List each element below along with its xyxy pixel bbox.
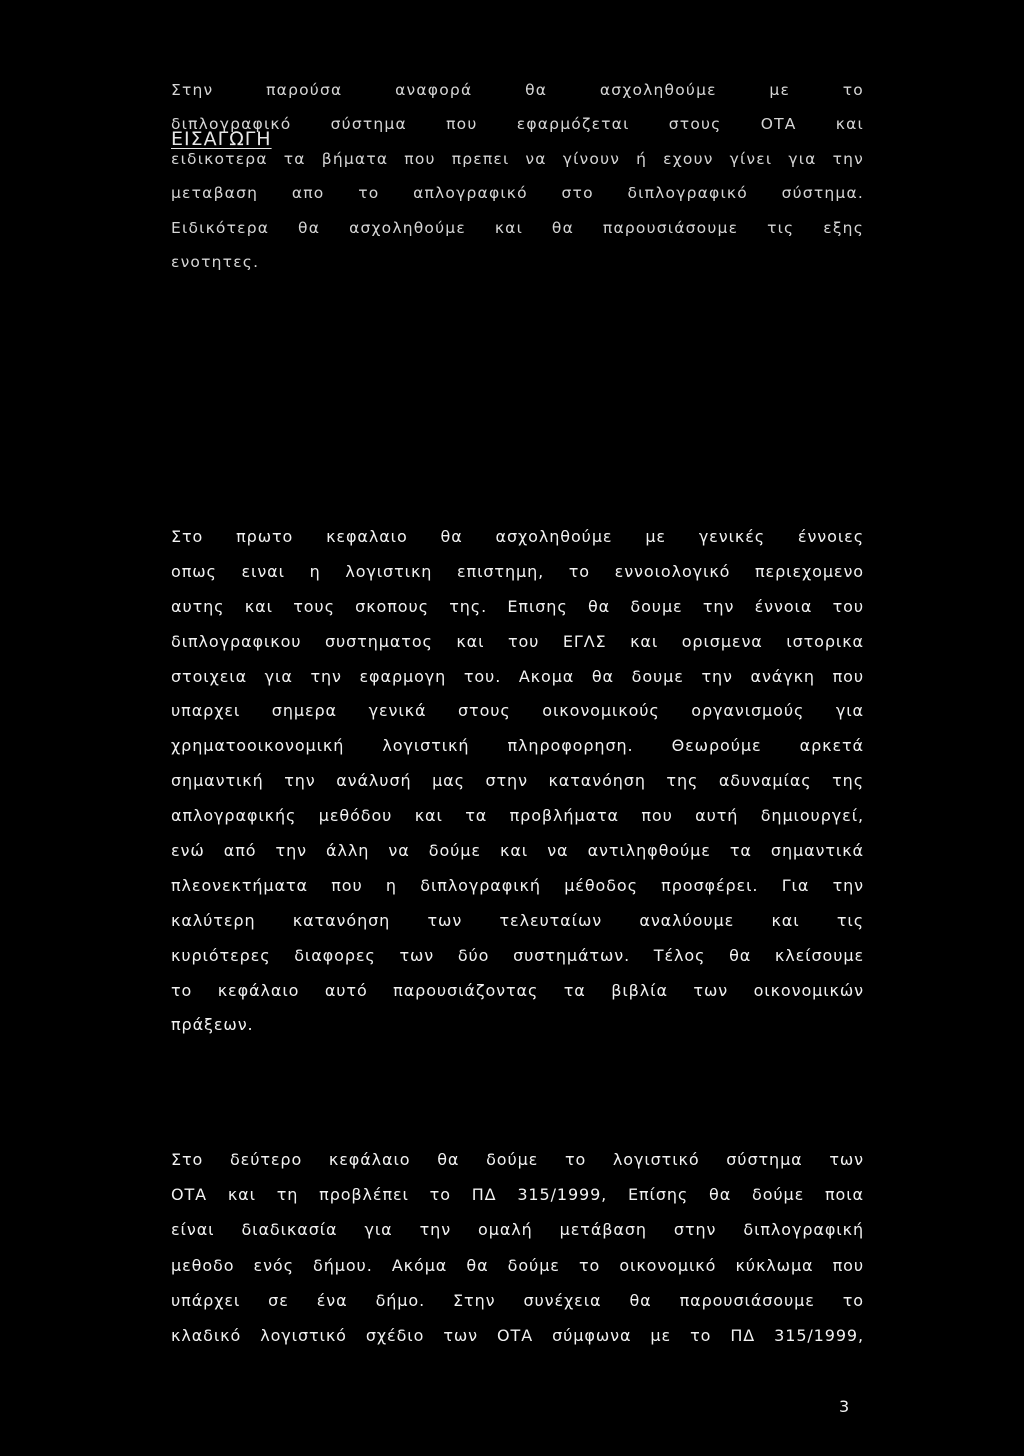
paragraph-line: σημαντική την ανάλυσή μας στην κατανόηση της αδυναμίας της <box>171 771 864 791</box>
paragraph-line: διπλογραφικου συστηματος και του ΕΓΛΣ και ορισμενα ιστορικα <box>171 631 864 651</box>
paragraph-line: πράξεων. <box>171 1015 254 1035</box>
paragraph-line: Στο πρωτο κεφαλαιο θα ασχοληθούμε με γενικές έννοιες <box>171 527 864 546</box>
paragraph-line: Στην παρούσα αναφορά θα ασχοληθούμε με το <box>171 81 864 99</box>
paragraph-line: κλαδικό λογιστικό σχέδιο των ΟΤΑ σύμφωνα με το ΠΔ 315/1999, <box>171 1325 864 1345</box>
paragraph-line: αυτης και τους σκοπους της. Επισης θα δουμε την έννοια του <box>171 596 864 616</box>
paragraph-line: υπάρχει σε ένα δήμο. Στην συνέχεια θα παρουσιάσουμε το <box>171 1290 864 1310</box>
paragraph-line: στοιχεια για την εφαρμογη του. Ακομα θα δουμε την ανάγκη που <box>171 666 864 686</box>
paragraph-line: απλογραφικής μεθόδου και τα προβλήματα που αυτή δημιουργεί, <box>171 806 864 826</box>
paragraph-line: οπως ειναι η λογιστικη επιστημη, το εννοιολογικό περιεχομενο <box>171 561 864 581</box>
paragraph-line: υπαρχει σημερα γενικά στους οικονομικούς οργανισμούς για <box>171 701 864 721</box>
page-number: 3 <box>839 1397 850 1416</box>
paragraph-line: ενοτητες. <box>171 252 260 271</box>
paragraph-line: ενώ από την άλλη να δούμε και να αντιληφθούμε τα σημαντικά <box>171 841 864 861</box>
chapter-one-paragraph <box>171 520 864 1043</box>
chapter-two-paragraph <box>171 1142 864 1353</box>
paragraph-line: Στο δεύτερο κεφάλαιο θα δούμε το λογιστικό σύστημα των <box>171 1150 864 1169</box>
paragraph-line: ειδικοτερα τα βήματα που πρεπει να γίνουν ή εχουν γίνει για την <box>171 149 864 168</box>
paragraph-line: είναι διαδικασία για την ομαλή μετάβαση στην διπλογραφική <box>171 1220 864 1240</box>
paragraph-line: το κεφάλαιο αυτό παρουσιάζοντας τα βιβλία των οικονομικών <box>171 980 864 1000</box>
intro-paragraph <box>171 65 864 279</box>
paragraph-line: Ειδικότερα θα ασχοληθούμε και θα παρουσιάσουμε τις εξης <box>171 218 864 237</box>
paragraph-line: κυριότερες διαφορες των δύο συστημάτων. Τέλος θα κλείσουμε <box>171 945 864 965</box>
section-heading: ΕΙΣΑΓΩΓΗ <box>171 128 272 150</box>
paragraph-line: χρηματοοικονομική λογιστική πληροφορηση. Θεωρούμε αρκετά <box>171 736 864 756</box>
paragraph-line: πλεονεκτήματα που η διπλογραφική μέθοδος προσφέρει. Για την <box>171 875 864 895</box>
paragraph-line: καλύτερη κατανόηση των τελευταίων αναλύουμε και τις <box>171 910 864 930</box>
paragraph-line: διπλογραφικό σύστημα που εφαρμόζεται στους ΟΤΑ και <box>171 115 864 134</box>
paragraph-line: μεθοδο ενός δήμου. Ακόμα θα δούμε το οικονομικό κύκλωμα που <box>171 1255 864 1275</box>
paragraph-line: μεταβαση απο το απλογραφικό στο διπλογραφικό σύστημα. <box>171 184 864 203</box>
paragraph-line: ΟΤΑ και τη προβλέπει το ΠΔ 315/1999, Επίσης θα δούμε ποια <box>171 1185 864 1205</box>
